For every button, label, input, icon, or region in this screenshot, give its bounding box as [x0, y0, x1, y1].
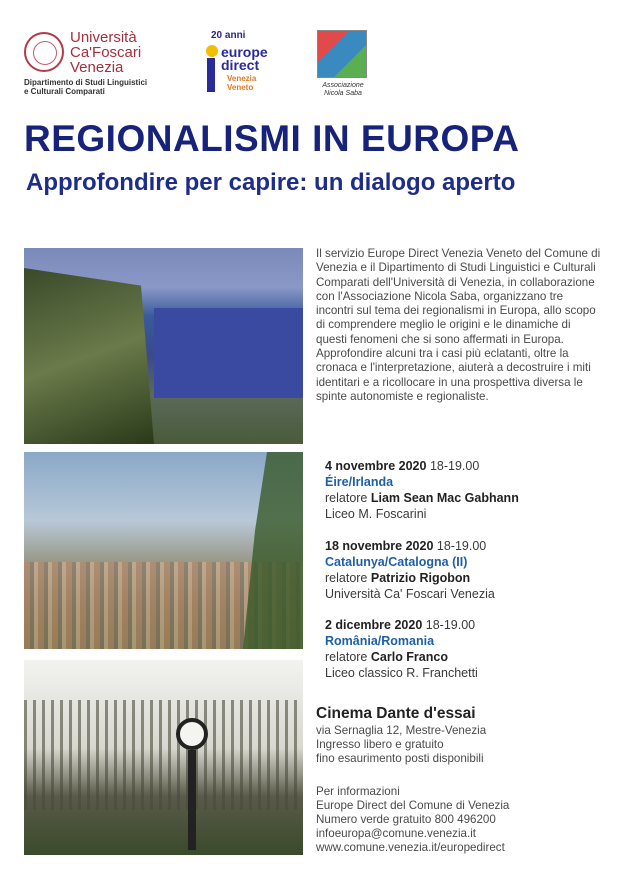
venue-details: [316, 724, 486, 766]
event-affiliation: Università Ca' Foscari Venezia: [325, 587, 495, 601]
venue-entry: Ingresso libero e gratuito: [316, 738, 444, 751]
event-date: 4 novembre 2020: [325, 459, 427, 473]
association-emblem-icon: [317, 30, 367, 78]
event-time: 18-19.00: [425, 618, 476, 632]
event-affiliation: Liceo classico R. Franchetti: [325, 666, 478, 680]
europe-word: europe: [221, 44, 268, 60]
clock-icon: [176, 718, 208, 750]
tree-shape: [243, 452, 303, 649]
veneto-word: Veneto: [227, 83, 254, 92]
speaker-prefix: relatore: [325, 650, 368, 664]
event-time: 18-19.00: [429, 459, 480, 473]
info-website-link[interactable]: www.comune.venezia.it/europedirect: [316, 841, 505, 854]
direct-word: direct: [221, 57, 260, 73]
university-name: Università Ca'Foscari Venezia: [70, 29, 142, 76]
event-speaker: Carlo Franco: [370, 650, 448, 664]
event-time: 18-19.00: [436, 539, 487, 553]
star-icon: [206, 45, 218, 57]
event-place: Catalunya/Catalogna (II): [325, 555, 468, 569]
department-name: Dipartimento di Studi Linguistici e Culturali Comparati: [24, 78, 148, 96]
venue-address: via Sernaglia 12, Mestre-Venezia: [316, 724, 487, 737]
coast-photo: [24, 248, 303, 444]
university-logo: [24, 28, 174, 98]
anniversary-label: 20 anni: [211, 30, 246, 41]
city-photo: [24, 452, 303, 649]
park-clock-photo: [24, 660, 303, 855]
speaker-prefix: relatore: [325, 491, 368, 505]
event-speaker-line: [325, 570, 610, 586]
venue-availability: fino esaurimento posti disponibili: [316, 752, 484, 765]
intro-paragraph: Il servizio Europe Direct Venezia Veneto del Comune di Venezia e il Dipartimento di Studi Linguistici e Culturali Comparati dell'Università di Venezia, in collaborazione con l'Associazione Nicola Saba, organizzano tre incontri sul tema dei regionalismi in Europa, allo scopo di comprendere meglio le origini e le dinamiche di questi fenomeni che si sono affermati in Europa. Approfondire alcuni tra i casi più eclatanti, oltre la cronaca e l'interpretazione, aiuterà a decostruire i miti identitari e a ricollocare in una prospettiva diversa le spinte autonomiste e regionaliste.: [316, 247, 601, 403]
event-affiliation: Liceo M. Foscarini: [325, 507, 427, 521]
event-date: 2 dicembre 2020: [325, 618, 423, 632]
speaker-prefix: relatore: [325, 571, 368, 585]
contact-info: [316, 785, 509, 855]
info-phone: Numero verde gratuito 800 496200: [316, 813, 496, 826]
association-name: Associazione Nicola Saba: [322, 82, 364, 97]
venezia-word: Venezia: [227, 74, 257, 83]
event-speaker: Liam Sean Mac Gabhann: [370, 491, 519, 505]
sea-shape: [154, 308, 303, 398]
logo-bar-icon: [207, 58, 215, 92]
event-item: [325, 617, 610, 681]
association-logo: [313, 30, 373, 100]
info-heading: Per informazioni: [316, 785, 400, 798]
venue-name: Cinema Dante d'essai: [316, 705, 476, 722]
page-title: REGIONALISMI IN EUROPA: [24, 118, 520, 159]
event-item: [325, 538, 610, 602]
event-speaker: Patrizio Rigobon: [370, 571, 471, 585]
event-date-line: [325, 458, 610, 474]
trees-shape: [24, 700, 303, 810]
clock-pole-shape: [188, 750, 196, 850]
info-email-link[interactable]: infoeuropa@comune.venezia.it: [316, 827, 477, 840]
event-speaker-line: [325, 490, 610, 506]
event-date-line: [325, 617, 610, 633]
event-speaker-line: [325, 649, 610, 665]
event-place: România/Romania: [325, 634, 435, 648]
event-item: [325, 458, 610, 522]
event-date-line: [325, 538, 610, 554]
event-place: Éire/Irlanda: [325, 475, 394, 489]
info-organisation: Europe Direct del Comune di Venezia: [316, 799, 510, 812]
europe-direct-logo: [203, 30, 283, 100]
page-subtitle: Approfondire per capire: un dialogo aperto: [26, 169, 516, 196]
cliff-shape: [24, 268, 154, 444]
event-date: 18 novembre 2020: [325, 539, 434, 553]
university-seal-icon: [24, 32, 64, 72]
